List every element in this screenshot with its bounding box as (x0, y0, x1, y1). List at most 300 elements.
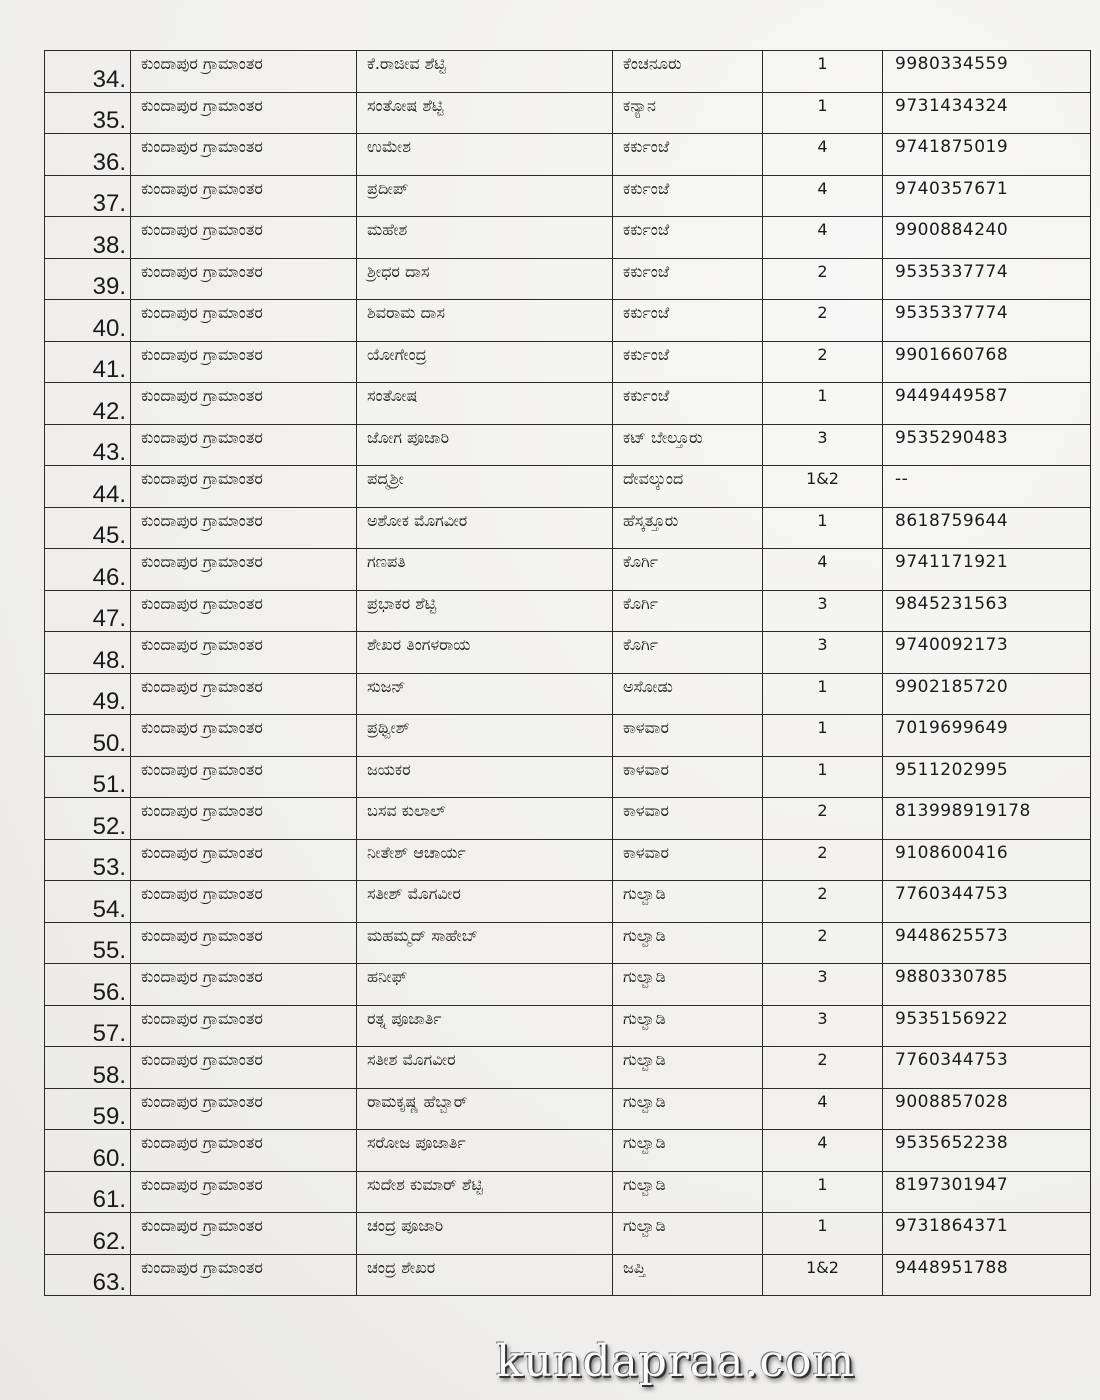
taluk-cell (131, 51, 357, 93)
category-value: 3 (817, 1008, 828, 1028)
serial-number: 61. (92, 1186, 126, 1213)
serial-number: 45. (92, 522, 126, 549)
category-value: 2 (817, 344, 828, 364)
village-name: ಕರ್ಕುಂಜೆ (623, 344, 670, 364)
person-name-cell (357, 466, 613, 508)
village-cell (613, 134, 763, 176)
person-name: ಪ್ರದೀಪ್ (367, 178, 409, 198)
table-row (45, 922, 1091, 964)
person-name-cell (357, 1254, 613, 1296)
taluk-name: ಕುಂದಾಪುರ ಗ್ರಾಮಾಂತರ (141, 593, 263, 613)
person-name: ಶಿವರಾಮ ದಾಸ (367, 303, 445, 322)
phone-cell (883, 507, 1091, 549)
table-row (45, 964, 1091, 1006)
phone-number: 7760344753 (895, 1050, 1009, 1070)
category-cell (763, 217, 883, 259)
category-value: 4 (817, 552, 828, 571)
serial-number-cell (45, 549, 131, 591)
village-cell (613, 1213, 763, 1255)
person-name: ಗಣಪತಿ (367, 552, 406, 571)
person-name-cell (357, 839, 613, 881)
person-name: ರತ್ನ ಪೂಜಾರ್ತಿ (367, 1008, 442, 1028)
phone-number: 9535156922 (895, 1008, 1009, 1029)
village-name: ಹೆಸ್ಕತ್ತೂರು (623, 510, 679, 530)
serial-number: 34. (92, 65, 126, 92)
category-cell (763, 1005, 883, 1047)
category-cell (763, 839, 883, 881)
taluk-cell (131, 341, 357, 383)
person-name: ರಾಮಕೃಷ್ಣ ಹೆಬ್ಬಾರ್ (367, 1091, 468, 1111)
village-name: ಗುಲ್ವಾಡಿ (623, 1091, 666, 1111)
phone-cell (883, 839, 1091, 881)
taluk-name: ಕುಂದಾಪುರ ಗ್ರಾಮಾಂತರ (141, 635, 263, 654)
person-name: ಸಂತೋಷ ಶೆಟ್ಟಿ (367, 95, 444, 115)
taluk-cell (131, 258, 357, 300)
taluk-cell (131, 1171, 357, 1213)
taluk-cell (131, 1047, 357, 1089)
village-cell (613, 632, 763, 674)
taluk-cell (131, 798, 357, 840)
table-row (45, 1213, 1091, 1255)
person-name: ಜಯಕರ (367, 759, 411, 779)
taluk-name: ಕುಂದಾಪುರ ಗ್ರಾಮಾಂತರ (141, 1257, 263, 1277)
table-row (45, 341, 1091, 383)
category-value: 2 (817, 884, 828, 903)
taluk-cell (131, 922, 357, 964)
village-cell (613, 1254, 763, 1296)
category-value: 4 (817, 178, 828, 198)
taluk-name: ಕುಂದಾಪುರ ಗ್ರಾಮಾಂತರ (141, 1050, 263, 1069)
village-cell (613, 964, 763, 1006)
person-name-cell (357, 300, 613, 342)
taluk-cell (131, 92, 357, 134)
category-value: 3 (817, 593, 828, 613)
taluk-name: ಕುಂದಾಪುರ ಗ್ರಾಮಾಂತರ (141, 552, 263, 571)
village-name: ಕಾಳವಾರ (623, 842, 669, 862)
taluk-name: ಕುಂದಾಪುರ ಗ್ರಾಮಾಂತರ (141, 1174, 263, 1194)
person-name: ಮಹಮ್ಮದ್ ಸಾಹೇಬ್ (367, 925, 478, 945)
village-name: ಗುಲ್ವಾಡಿ (623, 1133, 666, 1152)
category-value: 1 (817, 759, 828, 779)
village-cell (613, 1130, 763, 1172)
phone-cell (883, 1254, 1091, 1296)
taluk-name: ಕುಂದಾಪುರ ಗ್ರಾಮಾಂತರ (141, 1216, 263, 1235)
serial-number-cell (45, 964, 131, 1006)
category-cell (763, 1088, 883, 1130)
person-name: ಕೆ.ರಾಜೀವ ಶೆಟ್ಟಿ (367, 54, 446, 73)
table-row (45, 1047, 1091, 1089)
category-cell (763, 632, 883, 674)
category-value: 4 (817, 1091, 828, 1111)
table-row (45, 51, 1091, 93)
serial-number-cell (45, 341, 131, 383)
category-cell (763, 175, 883, 217)
person-name-cell (357, 341, 613, 383)
category-value: 1 (817, 718, 828, 737)
village-name: ಕರ್ಕುಂಜೆ (623, 178, 670, 198)
taluk-name: ಕುಂದಾಪುರ ಗ್ರಾಮಾಂತರ (141, 801, 263, 820)
taluk-name: ಕುಂದಾಪುರ ಗ್ರಾಮಾಂತರ (141, 1091, 263, 1111)
person-name-cell (357, 1047, 613, 1089)
taluk-name: ಕುಂದಾಪುರ ಗ್ರಾಮಾಂತರ (141, 303, 263, 322)
category-cell (763, 92, 883, 134)
serial-number: 39. (92, 273, 126, 300)
phone-cell (883, 134, 1091, 176)
village-name: ಕಾಳವಾರ (623, 759, 669, 779)
phone-cell (883, 673, 1091, 715)
village-name: ಗುಲ್ವಾಡಿ (623, 1174, 666, 1194)
phone-cell (883, 217, 1091, 259)
person-name: ಚಂದ್ರ ಪೂಜಾರಿ (367, 1216, 444, 1235)
taluk-cell (131, 673, 357, 715)
category-cell (763, 715, 883, 757)
village-name: ಅಸೋಡು (623, 676, 673, 696)
serial-number-cell (45, 673, 131, 715)
serial-number: 57. (92, 1020, 126, 1047)
serial-number-cell (45, 507, 131, 549)
table-row (45, 383, 1091, 425)
serial-number: 51. (92, 771, 126, 798)
category-value: 1 (817, 386, 828, 405)
taluk-name: ಕುಂದಾಪುರ ಗ್ರಾಮಾಂತರ (141, 261, 263, 281)
village-name: ಕೊರ್ಗಿ (623, 552, 659, 571)
village-name: ಗುಲ್ವಾಡಿ (623, 1008, 666, 1028)
village-cell (613, 673, 763, 715)
taluk-name: ಕುಂದಾಪುರ ಗ್ರಾಮಾಂತರ (141, 344, 263, 364)
village-name: ಗುಲ್ವಾಡಿ (623, 967, 666, 986)
phone-number: 9511202995 (895, 759, 1009, 780)
phone-cell (883, 922, 1091, 964)
serial-number: 47. (92, 605, 126, 632)
table-row (45, 134, 1091, 176)
phone-number: 9008857028 (895, 1091, 1009, 1112)
serial-number-cell (45, 424, 131, 466)
taluk-name: ಕುಂದಾಪುರ ಗ್ರಾಮಾಂತರ (141, 759, 263, 779)
taluk-cell (131, 590, 357, 632)
category-cell (763, 590, 883, 632)
serial-number: 36. (92, 148, 126, 175)
serial-number: 44. (92, 480, 126, 507)
table-row (45, 1088, 1091, 1130)
table-row (45, 217, 1091, 259)
taluk-cell (131, 715, 357, 757)
taluk-cell (131, 1088, 357, 1130)
category-cell (763, 134, 883, 176)
phone-cell (883, 1047, 1091, 1089)
serial-number-cell (45, 1254, 131, 1296)
serial-number-cell (45, 715, 131, 757)
taluk-cell (131, 383, 357, 425)
category-cell (763, 341, 883, 383)
serial-number: 35. (92, 107, 126, 134)
serial-number: 46. (92, 563, 126, 590)
category-value: 1 (817, 1216, 828, 1235)
taluk-name: ಕುಂದಾಪುರ ಗ್ರಾಮಾಂತರ (141, 54, 263, 73)
phone-number: 9880330785 (895, 967, 1009, 987)
serial-number: 59. (92, 1103, 126, 1130)
category-value: 2 (817, 303, 828, 322)
table-row (45, 1254, 1091, 1296)
person-name-cell (357, 715, 613, 757)
phone-number: 8618759644 (895, 510, 1009, 531)
phone-number: 9740357671 (895, 178, 1009, 199)
person-name: ಸತೀಶ್ ಮೊಗವೀರ (367, 884, 461, 903)
category-cell (763, 300, 883, 342)
taluk-cell (131, 134, 357, 176)
serial-number: 54. (92, 895, 126, 922)
person-name-cell (357, 964, 613, 1006)
phone-cell (883, 383, 1091, 425)
taluk-cell (131, 964, 357, 1006)
category-value: 4 (817, 137, 828, 156)
phone-number: 9535337774 (895, 261, 1009, 282)
serial-number: 40. (92, 314, 126, 341)
serial-number: 42. (92, 397, 126, 424)
phone-cell (883, 300, 1091, 342)
village-name: ಗುಲ್ವಾಡಿ (623, 1050, 666, 1069)
phone-cell (883, 92, 1091, 134)
table-row (45, 549, 1091, 591)
phone-number: 9448625573 (895, 925, 1009, 946)
serial-number-cell (45, 258, 131, 300)
taluk-cell (131, 839, 357, 881)
serial-number-cell (45, 1088, 131, 1130)
beneficiary-table (44, 50, 1091, 1296)
person-name: ಸತೀಶ ಮೊಗವೀರ (367, 1050, 456, 1069)
phone-number: 9741875019 (895, 137, 1009, 157)
table-row (45, 1005, 1091, 1047)
serial-number-cell (45, 1213, 131, 1255)
taluk-name: ಕುಂದಾಪುರ ಗ್ರಾಮಾಂತರ (141, 386, 263, 405)
serial-number-cell (45, 383, 131, 425)
village-cell (613, 590, 763, 632)
serial-number-cell (45, 632, 131, 674)
village-name: ಕಟ್ ಬೇಲ್ತೂರು (623, 427, 703, 447)
village-cell (613, 922, 763, 964)
person-name-cell (357, 798, 613, 840)
village-name: ಜಪ್ತಿ (623, 1257, 646, 1277)
phone-cell (883, 756, 1091, 798)
person-name-cell (357, 632, 613, 674)
person-name-cell (357, 258, 613, 300)
serial-number: 38. (92, 231, 126, 258)
village-cell (613, 300, 763, 342)
category-value: 3 (817, 635, 828, 654)
taluk-cell (131, 1213, 357, 1255)
person-name-cell (357, 424, 613, 466)
taluk-cell (131, 466, 357, 508)
category-cell (763, 922, 883, 964)
village-cell (613, 175, 763, 217)
serial-number-cell (45, 92, 131, 134)
category-value: 2 (817, 925, 828, 945)
taluk-cell (131, 1130, 357, 1172)
village-name: ಕರ್ಕುಂಜೆ (623, 303, 670, 322)
village-name: ಕೆಂಚನೂರು (623, 54, 682, 73)
serial-number-cell (45, 134, 131, 176)
person-name: ಸರೋಜ ಪೂಜಾರ್ತಿ (367, 1133, 466, 1152)
person-name: ಸುದೇಶ ಕುಮಾರ್ ಶೆಟ್ಟಿ (367, 1174, 483, 1194)
village-cell (613, 507, 763, 549)
phone-cell (883, 1171, 1091, 1213)
phone-cell (883, 175, 1091, 217)
village-cell (613, 424, 763, 466)
category-cell (763, 466, 883, 508)
serial-number-cell (45, 881, 131, 923)
person-name-cell (357, 549, 613, 591)
person-name: ಜೋಗ ಪೂಜಾರಿ (367, 427, 450, 447)
serial-number-cell (45, 756, 131, 798)
taluk-name: ಕುಂದಾಪುರ ಗ್ರಾಮಾಂತರ (141, 676, 263, 696)
person-name-cell (357, 1171, 613, 1213)
village-cell (613, 798, 763, 840)
phone-number: 9901660768 (895, 344, 1009, 365)
person-name: ಪ್ರಥ್ವೀಶ್ (367, 718, 410, 737)
person-name-cell (357, 51, 613, 93)
taluk-name: ಕುಂದಾಪುರ ಗ್ರಾಮಾಂತರ (141, 925, 263, 945)
category-cell (763, 1171, 883, 1213)
village-cell (613, 756, 763, 798)
serial-number: 52. (92, 812, 126, 839)
phone-cell (883, 964, 1091, 1006)
taluk-cell (131, 549, 357, 591)
phone-number: 9731864371 (895, 1216, 1009, 1236)
phone-cell (883, 1130, 1091, 1172)
person-name-cell (357, 507, 613, 549)
village-name: ಗುಲ್ವಾಡಿ (623, 1216, 666, 1235)
village-name: ಕೊರ್ಗಿ (623, 635, 659, 654)
table-row (45, 715, 1091, 757)
category-value: 1&2 (806, 469, 839, 488)
category-value: 4 (817, 220, 828, 239)
village-cell (613, 258, 763, 300)
category-value: 1&2 (806, 1257, 839, 1277)
category-cell (763, 673, 883, 715)
serial-number: 56. (92, 978, 126, 1005)
table-row (45, 258, 1091, 300)
village-cell (613, 549, 763, 591)
category-value: 2 (817, 261, 828, 281)
serial-number-cell (45, 839, 131, 881)
phone-number: 9535290483 (895, 427, 1009, 448)
serial-number: 53. (92, 854, 126, 881)
person-name-cell (357, 1213, 613, 1255)
taluk-name: ಕುಂದಾಪುರ ಗ್ರಾಮಾಂತರ (141, 178, 263, 198)
table-row (45, 507, 1091, 549)
taluk-cell (131, 1005, 357, 1047)
table-row (45, 881, 1091, 923)
phone-cell (883, 798, 1091, 840)
category-value: 4 (817, 1133, 828, 1152)
village-name: ಕರ್ಕುಂಜೆ (623, 137, 670, 156)
serial-number-cell (45, 1130, 131, 1172)
serial-number-cell (45, 300, 131, 342)
person-name: ಪ್ರಭಾಕರ ಶೆಟ್ಟಿ (367, 593, 437, 613)
taluk-name: ಕುಂದಾಪುರ ಗ್ರಾಮಾಂತರ (141, 1008, 263, 1028)
phone-cell (883, 881, 1091, 923)
village-cell (613, 92, 763, 134)
person-name-cell (357, 673, 613, 715)
phone-cell (883, 1088, 1091, 1130)
village-name: ಕರ್ಕುಂಜೆ (623, 261, 670, 281)
category-value: 1 (817, 95, 828, 115)
person-name-cell (357, 383, 613, 425)
person-name-cell (357, 134, 613, 176)
taluk-cell (131, 756, 357, 798)
table-row (45, 756, 1091, 798)
village-name: ಕಾಳವಾರ (623, 718, 669, 737)
phone-cell (883, 715, 1091, 757)
phone-cell (883, 51, 1091, 93)
table-row (45, 1171, 1091, 1213)
serial-number-cell (45, 1047, 131, 1089)
category-cell (763, 507, 883, 549)
phone-cell (883, 466, 1091, 508)
phone-number: 9741171921 (895, 552, 1009, 572)
village-cell (613, 881, 763, 923)
phone-number: 8197301947 (895, 1174, 1009, 1195)
serial-number: 60. (92, 1144, 126, 1171)
taluk-cell (131, 300, 357, 342)
phone-number: 813998919178 (895, 801, 1031, 821)
village-name: ಕಾಳವಾರ (623, 801, 669, 820)
table-row (45, 798, 1091, 840)
phone-number: 9900884240 (895, 220, 1009, 240)
phone-number: 9449449587 (895, 386, 1009, 406)
category-cell (763, 1130, 883, 1172)
person-name: ಪದ್ಮಶ್ರೀ (367, 469, 404, 488)
table-row (45, 424, 1091, 466)
person-name: ಶ್ರೀಧರ ದಾಸ (367, 261, 430, 281)
taluk-name: ಕುಂದಾಪುರ ಗ್ರಾಮಾಂತರ (141, 137, 263, 156)
table-row (45, 632, 1091, 674)
serial-number-cell (45, 798, 131, 840)
phone-cell (883, 341, 1091, 383)
village-name: ಕರ್ಕುಂಜೆ (623, 220, 670, 239)
category-value: 1 (817, 510, 828, 530)
serial-number: 62. (92, 1227, 126, 1254)
taluk-cell (131, 881, 357, 923)
category-cell (763, 258, 883, 300)
person-name-cell (357, 1130, 613, 1172)
person-name: ನೀತೇಶ್ ಆಚಾರ್ಯ (367, 842, 466, 862)
table-row (45, 673, 1091, 715)
person-name-cell (357, 756, 613, 798)
table-row (45, 466, 1091, 508)
category-cell (763, 549, 883, 591)
taluk-name: ಕುಂದಾಪುರ ಗ್ರಾಮಾಂತರ (141, 95, 263, 115)
person-name-cell (357, 1005, 613, 1047)
category-cell (763, 881, 883, 923)
serial-number-cell (45, 466, 131, 508)
category-value: 1 (817, 676, 828, 696)
table-row (45, 175, 1091, 217)
serial-number-cell (45, 1171, 131, 1213)
category-cell (763, 1213, 883, 1255)
phone-number: 7760344753 (895, 884, 1009, 904)
category-value: 2 (817, 801, 828, 820)
serial-number-cell (45, 217, 131, 259)
phone-number: 9108600416 (895, 842, 1009, 863)
phone-number: 9845231563 (895, 593, 1009, 614)
category-value: 1 (817, 1174, 828, 1194)
person-name: ಸಂತೋಷ (367, 386, 418, 405)
village-cell (613, 217, 763, 259)
taluk-name: ಕುಂದಾಪುರ ಗ್ರಾಮಾಂತರ (141, 1133, 263, 1152)
phone-cell (883, 1213, 1091, 1255)
person-name-cell (357, 92, 613, 134)
serial-number-cell (45, 51, 131, 93)
